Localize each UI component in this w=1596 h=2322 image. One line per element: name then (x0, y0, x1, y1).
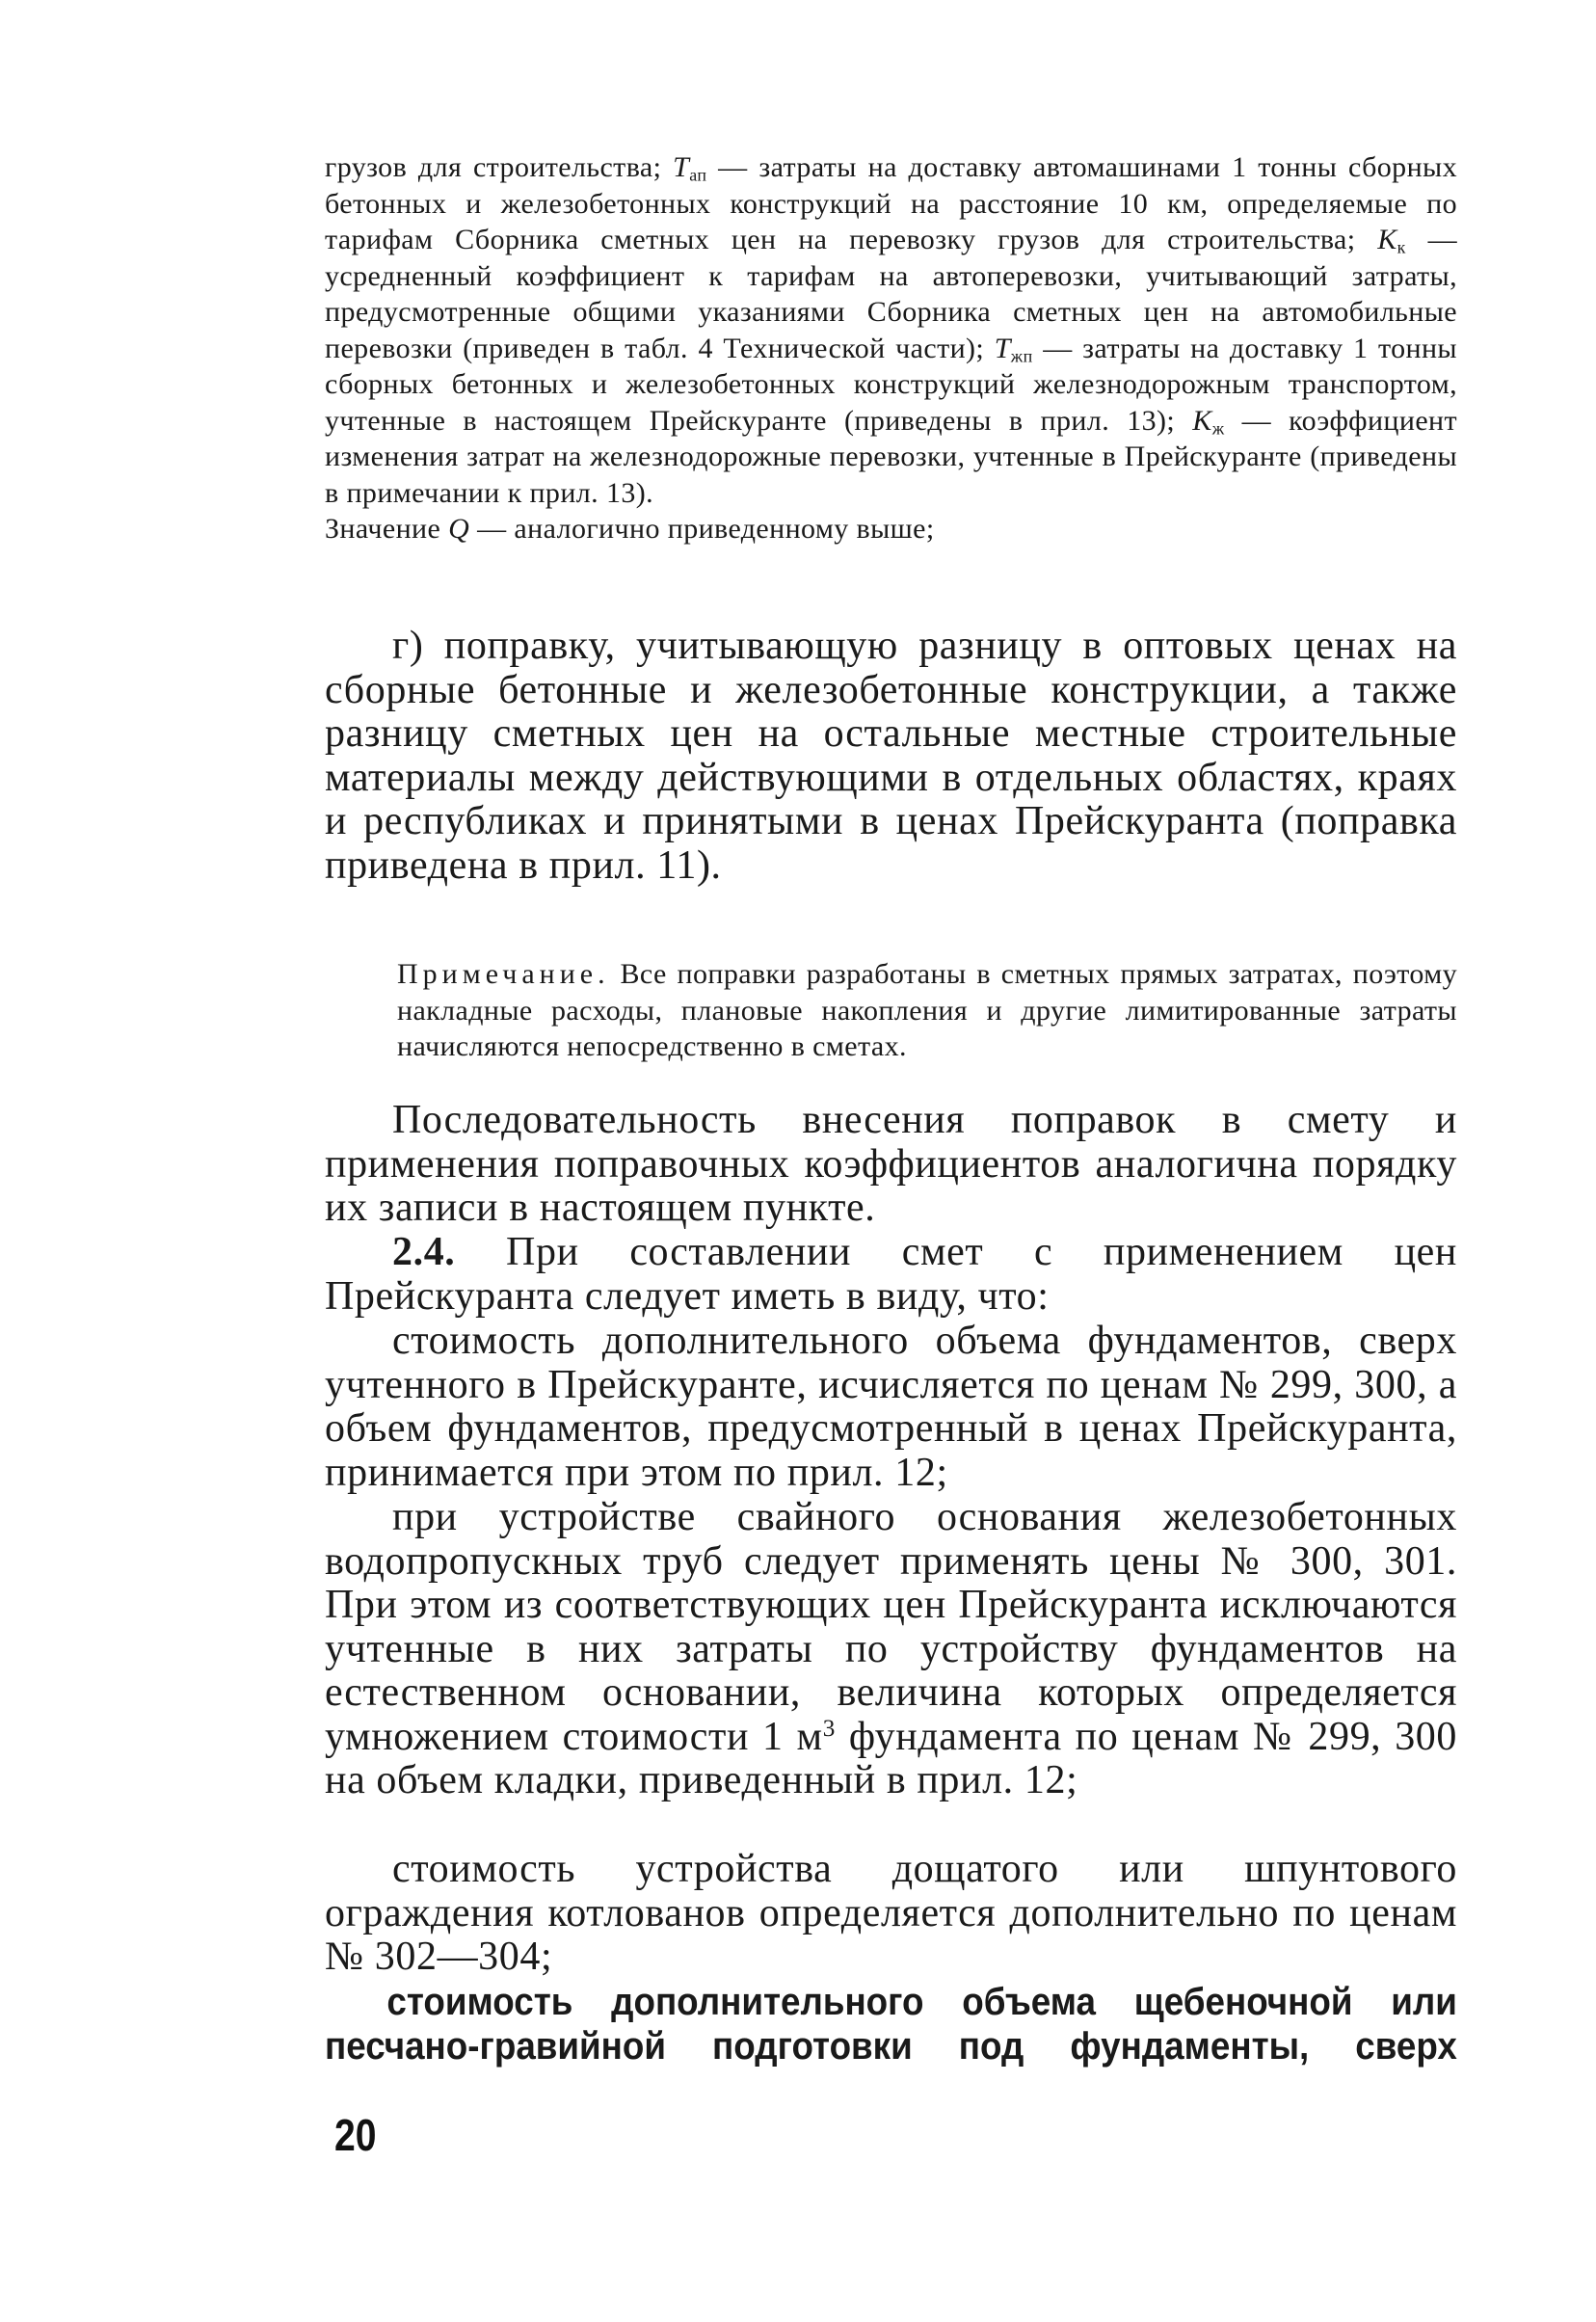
section-number: 2.4. (392, 1230, 456, 1274)
section-text: При составлении смет с применением цен Прейскуранта следует иметь в виду, что: (325, 1230, 1457, 1319)
note-text: Все поправки разработаны в сметных прямых затратах, поэтому накладные расходы, плановые накопления и другие лимитированные затраты начисляются непосредственно в сметах. (397, 958, 1457, 1062)
q-value-line: Значение Q — аналогично приведенному выше; (325, 513, 935, 545)
definitions-paragraph: грузов для строительства; $T_{ап}$ — затраты на доставку автомашинами 1 тонны сборных бетонных и железобетонных конструкций на расстояние 10 км, определяемые по тарифам Сборника сметных цен на перевозку грузов для строительства; $K_к$ — усредненный коэффициент к тарифам на автоперевозки, учитывающий затраты, предусмотренные общими указаниями Сборника сметных цен на автомобильные перевозки (приведен в табл. 4 Технической части); $T_{жп}$ — затраты на доставку 1 тонны сборных бетонных и железобетонных конструкций железнодорожным транспортом, учтенные в настоящем Прейскуранте (приведены в прил. 13); $K_ж$ — коэффициент изменения затрат на железнодорожные перевозки, учтенные в Прейскуранте (приведены в примечании к прил. 13). (325, 151, 1457, 509)
paragraph-fencing-cost: стоимость устройства дощатого или шпунтового ограждения котлованов определяется дополнительно по ценам № 302—304; (325, 1847, 1457, 1979)
note-paragraph (397, 956, 1457, 1065)
paragraph-gravel-cost: стоимость дополнительного объема щебеночной или песчано-гравийной подготовки под фундаменты, сверх (325, 1981, 1457, 2068)
paragraph-g: г) поправку, учитывающую разницу в оптовых ценах на сборные бетонные и железобетонные конструкции, а также разницу сметных цен на остальные местные строительные материалы между действующими в отдельных областях, краях и республиках и принятыми в ценах Прейскуранта (поправка приведена в прил. 11). (325, 624, 1457, 888)
small-print-block (325, 149, 1457, 547)
page-number: 20 (334, 2110, 377, 2160)
paragraph-2-4 (325, 1231, 1457, 1319)
paragraph-pile-foundation: при устройстве свайного основания железобетонных водопропускных труб следует применять цены № 300, 301. При этом из соответствующих цен Прейскуранта исключаются учтенные в них затраты по устройству фундаментов на естественном основании, величина которых определяется умножением стоимости 1 $м^3$ фундамента по ценам № 299, 300 на объем кладки, приведенный в прил. 12; (325, 1495, 1457, 1802)
paragraph-foundation-cost: стоимость дополнительного объема фундаментов, сверх учтенного в Прейскуранте, исчисляется по ценам № 299, 300, а объем фундаментов, предусмотренный в ценах Прейскуранта, принимается при этом по прил. 12; (325, 1319, 1457, 1495)
note-label: Примечание. (397, 958, 610, 990)
paragraph-sequence: Последовательность внесения поправок в смету и применения поправочных коэффициентов аналогична порядку их записи в настоящем пункте. (325, 1098, 1457, 1230)
